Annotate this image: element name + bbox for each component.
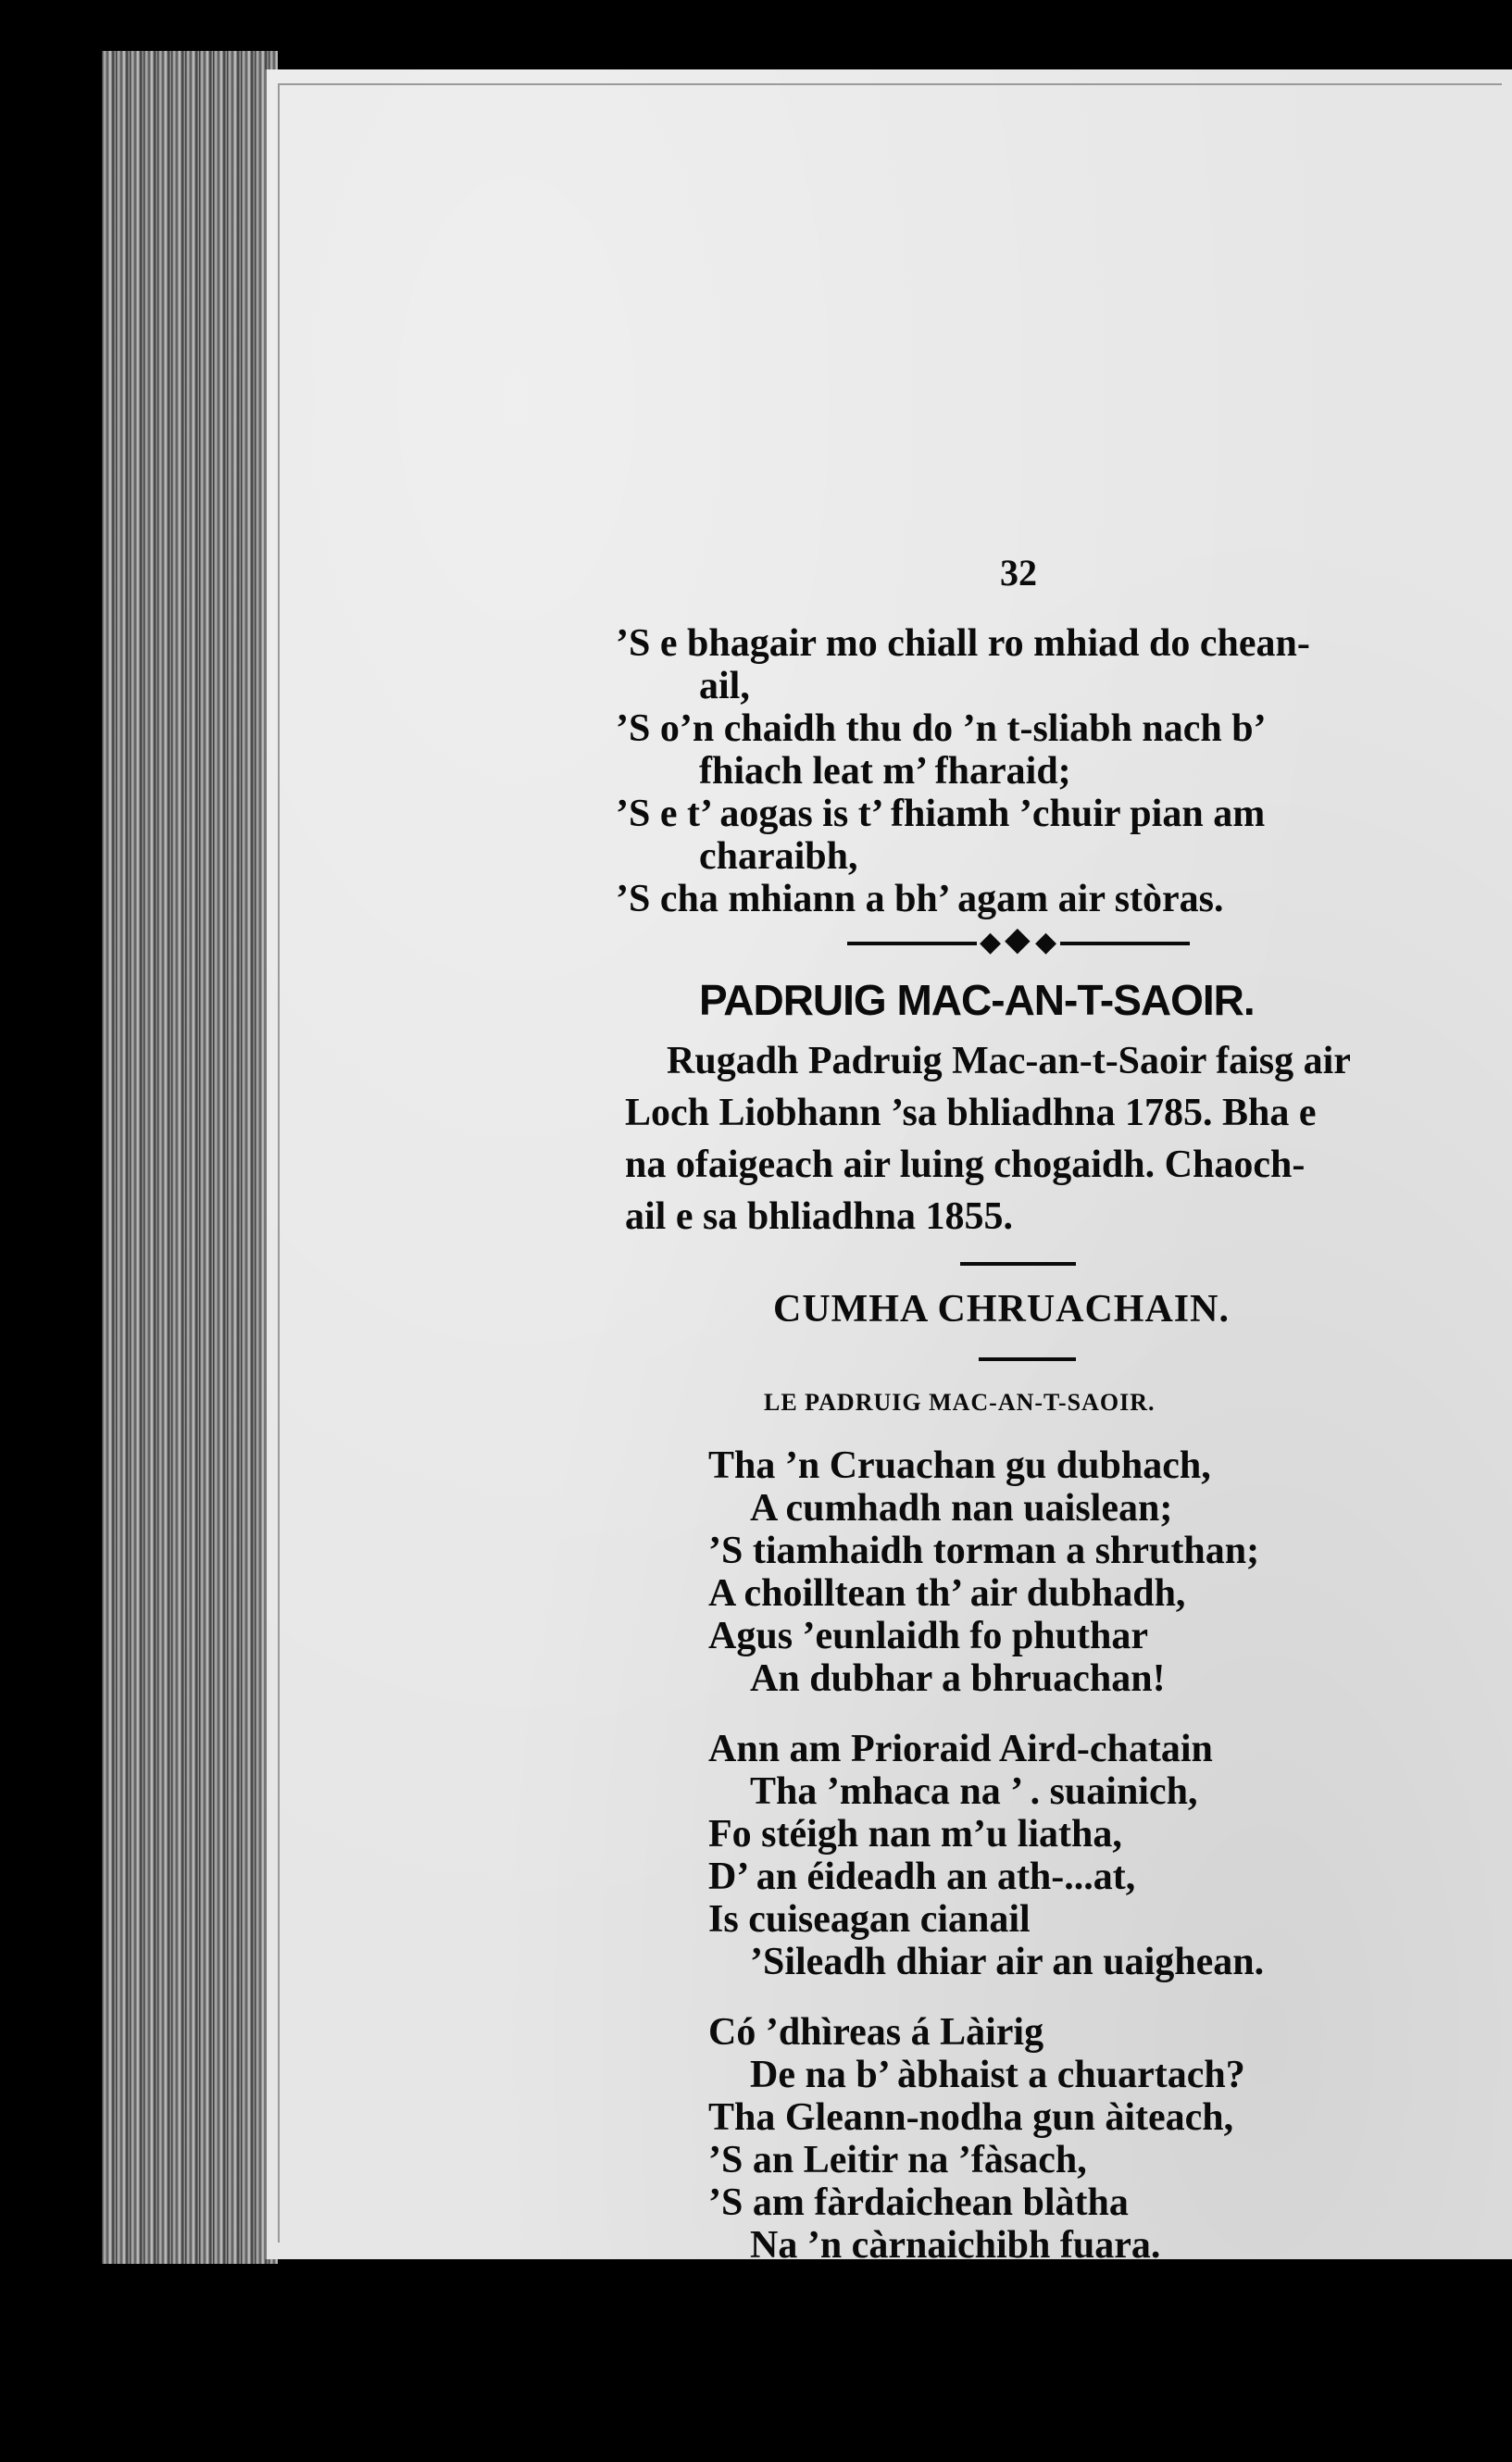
scanned-page-image: 32 ’S e bhagair mo chiall ro mhiad do chean- ail, ’S o’n chaidh thu do ’n t-sliabh nach b’ fhiach leat m’ fharaid; ’S e t’ aogas is t’ fhiamh ’chuir pian am charaibh, ’S cha mhiann a bh’ agam air stòras. ◆ ◆ ◆ PADRUIG MAC-AN-T-SAOIR. Rugadh Padruig Mac-an-t-Saoir faisg air Loch Liobhann ’sa bhliadhna 1785. Bha e na ofaigeach air luing chogaidh. Chaoch- ail e sa bhliadhna 1855. CUMHA CHRUACHAIN. LE PADRUIG MAC-AN-T-SAOIR. Tha ’n Cruachan gu dubhach, A cumhadh nan uaislean; ’S tiamhaidh torman a shruthan; A choilltean th’ air dubhadh, Agus ’eunlaidh fo phuthar An dubhar a bhruachan! Ann am Prioraid Aird-chatain Tha ’mhaca na ’ . suainich, Fo stéigh nan m’u liatha, D’ an éideadh an ath-...at, Is cuiseagan cianail ’Sileadh dhiar air an uaighean. Có ’dhìreas á Làirig De na b’ àbhaist a chuartach? Tha Gleann-nodha gun àiteach, ’S an Leitir na ’fàsach, ’S am fàrdaichean blàtha Na ’n càrnaichibh fuara.: [0, 0, 1512, 2462]
poem-line: ail,: [699, 665, 750, 707]
paragraph-line: ail e sa bhliadhna 1855.: [625, 1195, 1013, 1238]
poem-line: ’S cha mhiann a bh’ agam air stòras.: [616, 878, 1224, 920]
poem-line: Tha Gleann-nodha gun àiteach,: [708, 2096, 1234, 2139]
paragraph-line: na ofaigeach air luing chogaidh. Chaoch-: [625, 1144, 1306, 1186]
poem-line: ’S e t’ aogas is t’ fhiamh ’chuir pian am: [616, 793, 1266, 835]
poem-line: ’S an Leitir na ’fàsach,: [708, 2139, 1087, 2181]
paragraph-line: Rugadh Padruig Mac-an-t-Saoir faisg air: [667, 1040, 1351, 1082]
poem-line: Agus ’eunlaidh fo phuthar: [708, 1615, 1148, 1657]
poem-line: Ann am Prioraid Aird-chatain: [708, 1728, 1213, 1770]
poem-line: D’ an éideadh an ath-...at,: [708, 1856, 1136, 1898]
poem-line: fhiach leat m’ fharaid;: [699, 750, 1071, 793]
poem-line: A cumhadh nan uaislean;: [750, 1487, 1173, 1530]
song-byline: LE PADRUIG MAC-AN-T-SAOIR.: [764, 1389, 1156, 1416]
poem-line: Có ’dhìreas á Làirig: [708, 2011, 1044, 2054]
divider-rule: [979, 1357, 1076, 1361]
book-page-edges: [102, 51, 278, 2264]
poem-line: Fo stéigh nan m’u liatha,: [708, 1813, 1122, 1856]
poem-line: ’S tiamhaidh torman a shruthan;: [708, 1530, 1260, 1572]
poem-line: charaibh,: [699, 835, 858, 878]
poem-line: A choilltean th’ air dubhadh,: [708, 1572, 1186, 1615]
poem-line: ’S am fàrdaichean blàtha: [708, 2181, 1129, 2224]
poem-line: ’S o’n chaidh thu do ’n t-sliabh nach b’: [616, 707, 1267, 750]
paragraph-line: Loch Liobhann ’sa bhliadhna 1785. Bha e: [625, 1092, 1317, 1134]
poem-line: Na ’n càrnaichibh fuara.: [750, 2224, 1161, 2267]
poem-line: Tha ’mhaca na ’ . suainich,: [750, 1770, 1198, 1813]
poem-line: ’Sileadh dhiar air an uaighean.: [750, 1941, 1265, 1983]
page-number: 32: [1000, 552, 1037, 594]
poem-line: ’S e bhagair mo chiall ro mhiad do chean-: [616, 622, 1310, 665]
divider-rule: [960, 1262, 1076, 1266]
section-heading: PADRUIG MAC-AN-T-SAOIR.: [699, 976, 1255, 1024]
poem-line: De na b’ àbhaist a chuartach?: [750, 2054, 1245, 2096]
song-title: CUMHA CHRUACHAIN.: [773, 1288, 1230, 1331]
poem-line: Is cuiseagan cianail: [708, 1898, 1031, 1941]
poem-line: An dubhar a bhruachan!: [750, 1657, 1166, 1700]
poem-line: Tha ’n Cruachan gu dubhach,: [708, 1444, 1211, 1487]
